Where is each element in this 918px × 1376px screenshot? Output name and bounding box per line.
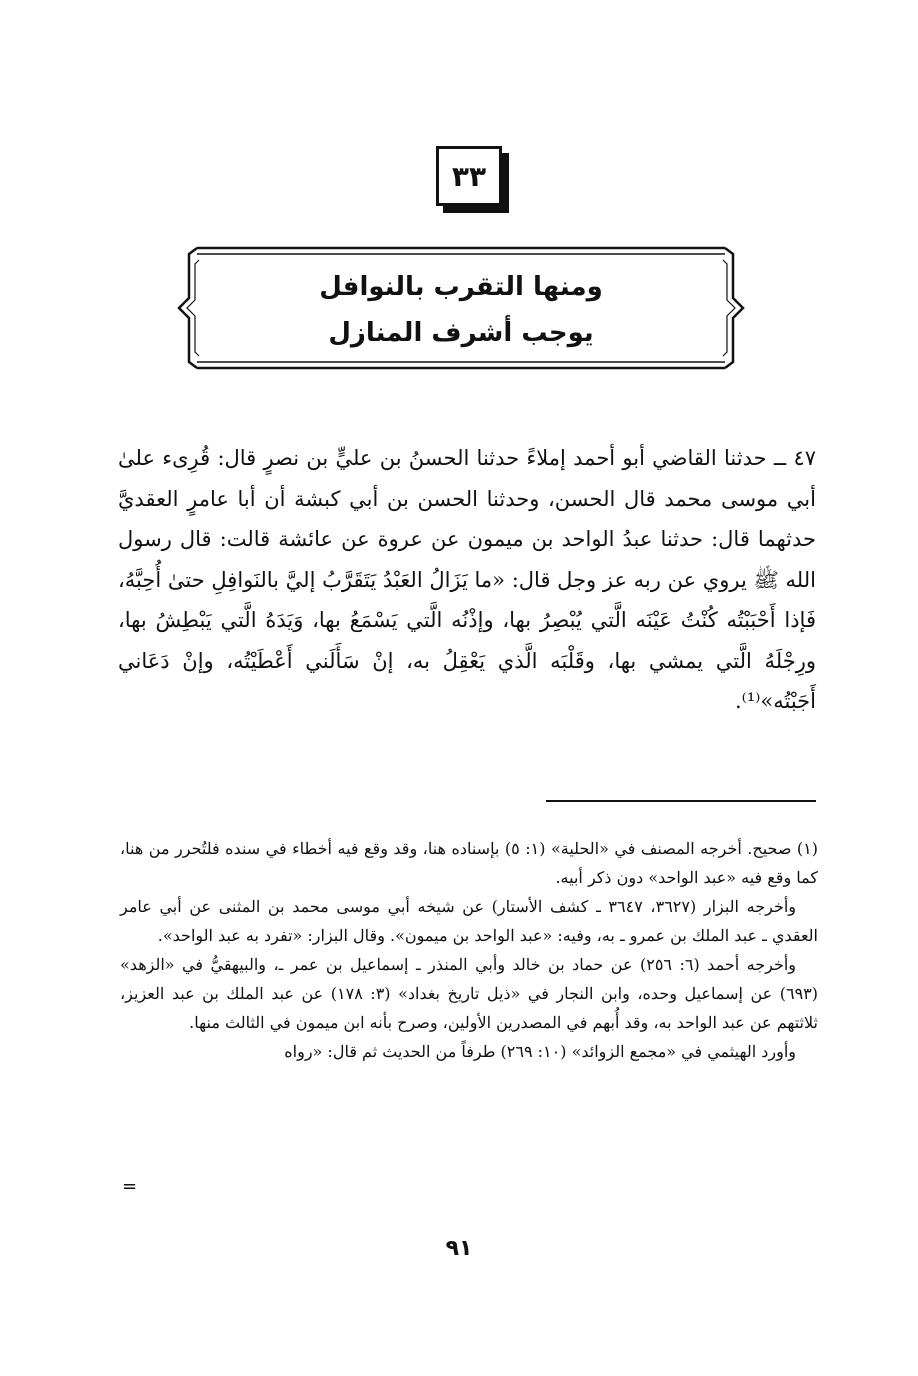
continuation-mark: = [122,1176,138,1197]
footnote-1: (١) صحيح. أخرجه المصنف في «الحلية» (١: ٥) بإسناده هنا، وقد وقع فيه أخطاء في سنده فلتُحرر من هنا، كما وقع فيه «عبد الواحد» دون ذكر أبيه. [120,839,819,887]
page-number: ٩١ [445,1236,473,1261]
footnote-paragraph: وأخرجه البزار (٣٦٢٧، ٣٦٤٧ ـ كشف الأستار) عن شيخه أبي موسى محمد بن المثنى عن أبي عامر العقدي ـ عبد الملك بن عمرو ـ به، وفيه: «عبد الواحد بن ميمون». وقال البزار: «تفرد به عبد الواحد». [120,897,818,945]
footnotes [120,834,818,1066]
hadith-paragraph: ٤٧ ــ حدثنا القاضي أبو أحمد إملاءً حدثنا الحسنُ بن عليٍّ بن نصرٍ قال: قُرِىء علىٰ أبي موسى محمد قال الحسن، وحدثنا الحسن بن أبي كبشة أن أبا عامرٍ العقديَّ حدثهما قال: حدثنا عبدُ الواحد بن ميمون عن عروة عن عائشة قالت: قال رسول الله ﷺ يروي عن ربه عز وجل قال: «ما يَزَالُ العَبْدُ يَتَقَرَّبُ إليَّ بالنَوافِلِ حتىٰ أُحِبَّهُ، فَإذا أَحْبَبْتُه كُنْتُ عَيْنَه الَّتي يُبْصِرُ بها، وإذْنُه الَّتي يَسْمَعُ بها، وَيَدَهُ الَّتي يَبْطِشُ بها، ورِجْلَهُ الَّتي يمشي بها، وقَلْبَه الَّذي يَعْقِلُ به، إنْ سَأَلَني أَعْطَيْتُه، وإنْ دَعَاني أَجَبْتُه»⁽¹⁾. [118,446,816,713]
footnote-divider [546,800,816,802]
chapter-title-line-1: ومنها التقرب بالنوافل [319,272,603,302]
chapter-title [215,264,707,356]
chapter-title-frame [175,240,747,376]
hadith-text [118,438,816,722]
footnote-paragraph: وأورد الهيثمي في «مجمع الزوائد» (١٠: ٢٦٩) طرفاً من الحديث ثم قال: «رواه [284,1042,796,1061]
chapter-number-box [436,146,502,206]
footnote-paragraph: وأخرجه أحمد (٦: ٢٥٦) عن حماد بن خالد وأبي المنذر ـ إسماعيل بن عمر ـ، والبيهقيُّ في «الزهد» (٦٩٣) عن إسماعيل وحده، وابن النجار في «ذيل تاريخ بغداد» (٣: ١٧٨) عن عبد الملك بن عبد العزيز، ثلاثتهم عن عبد الواحد به، وقد أُبهم في المصدرين الأولين، وصرح بأنه ابن ميمون في الثالث منها. [120,955,818,1032]
chapter-number: ٣٣ [451,159,487,193]
chapter-title-line-2: يوجب أشرف المنازل [328,318,594,348]
